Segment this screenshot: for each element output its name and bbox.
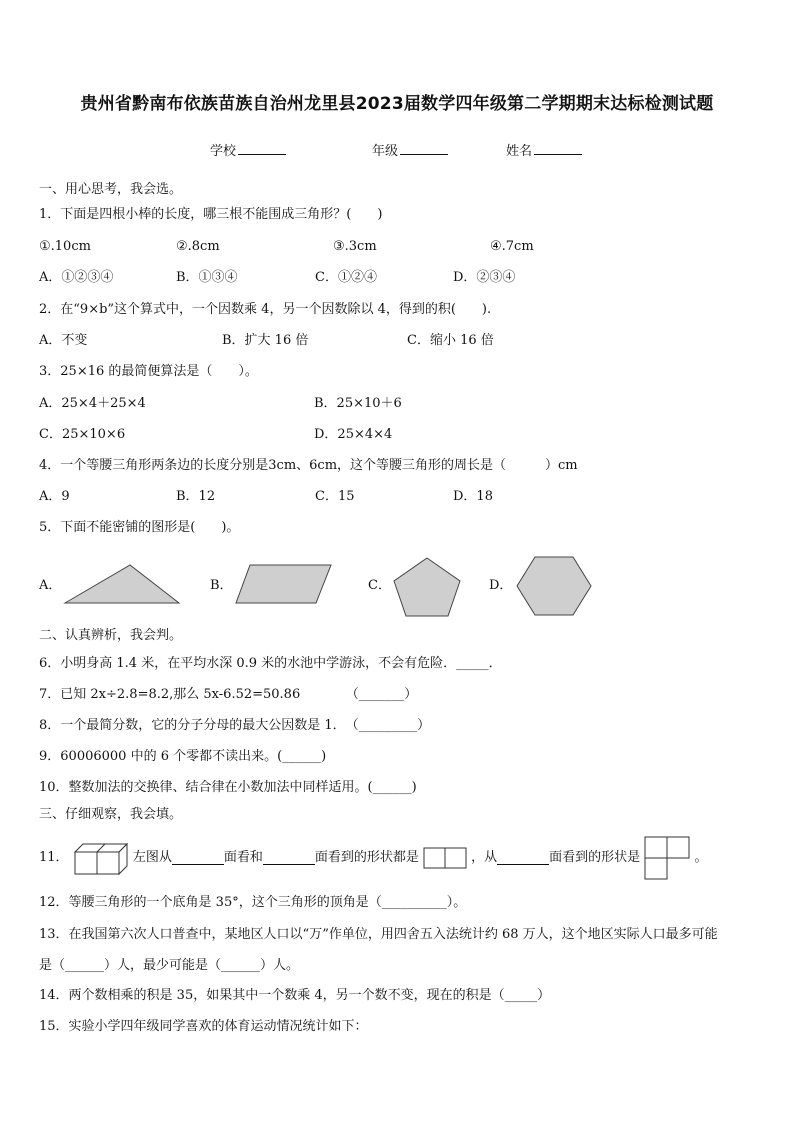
page-title: 贵州省黔南布依族苗族自治州龙里县2023届数学四年级第二学期期末达标检测试题 — [80, 94, 714, 114]
question-11 — [39, 836, 707, 880]
question-13-line-1: 13．在我国第六次人口普查中，某地区人口以“万”作单位，用四舍五入法统计约 68 万人，这个地区实际人口最多可能 — [39, 927, 718, 942]
question-6: 6．小明身高 1.4 米，在平均水深 0.9 米的水池中学游泳，不会有危险．_____． — [39, 656, 502, 671]
cube-solid-icon — [73, 840, 129, 876]
q1-option-a[interactable]: A．①②③④ — [39, 270, 114, 285]
two-squares-view-icon — [423, 846, 467, 870]
school-blank[interactable] — [238, 141, 286, 155]
question-13-line-2: 是（______）人，最少可能是（______）人。 — [39, 958, 300, 973]
question-1: 1．下面是四根小棒的长度，哪三根不能围成三角形？( ) — [39, 207, 383, 222]
grade-blank[interactable] — [400, 141, 448, 155]
q11-text-4: ，从 — [471, 850, 498, 865]
l-shape-view-icon — [644, 836, 690, 880]
stick-4: ④.7cm — [490, 239, 534, 254]
stick-3: ③.3cm — [333, 239, 377, 254]
hexagon-shape — [515, 555, 593, 617]
question-10: 10．整数加法的交换律、结合律在小数加法中同样适用。(______) — [39, 780, 417, 795]
section-heading-2: 二、认真辨析，我会判。 — [39, 628, 183, 643]
q1-option-d[interactable]: D．②③④ — [453, 270, 516, 285]
stick-1: ①.10cm — [39, 239, 91, 254]
q5-option-b[interactable]: B． — [210, 578, 233, 593]
pentagon-shape — [391, 555, 463, 619]
parallelogram-shape — [234, 562, 334, 607]
q2-option-a[interactable]: A．不变 — [39, 333, 88, 348]
school-label: 学校 — [210, 144, 237, 159]
name-label: 姓名 — [506, 144, 533, 159]
q11-end: 。 — [694, 850, 708, 865]
q3-option-a[interactable]: A．25×4＋25×4 — [39, 396, 146, 411]
name-field — [506, 140, 582, 159]
q2-option-b[interactable]: B．扩大 16 倍 — [222, 333, 309, 348]
q3-option-c[interactable]: C．25×10×6 — [39, 427, 126, 442]
section-heading-3: 三、仔细观察，我会填。 — [39, 807, 183, 822]
q11-number: 11． — [39, 850, 69, 865]
question-8: 8．一个最简分数，它的分子分母的最大公因数是 1． （_________） — [39, 718, 431, 733]
q4-option-d[interactable]: D．18 — [453, 489, 493, 504]
question-5: 5．下面不能密铺的图形是( )。 — [39, 520, 240, 535]
school-field — [210, 140, 286, 159]
section-heading-1: 一、用心思考，我会选。 — [39, 182, 183, 197]
q11-blank-1[interactable] — [172, 852, 224, 865]
q3-option-d[interactable]: D．25×4×4 — [314, 427, 393, 442]
q11-blank-3[interactable] — [497, 852, 549, 865]
q4-option-a[interactable]: A．9 — [39, 489, 70, 504]
q4-option-b[interactable]: B．12 — [176, 489, 216, 504]
question-4: 4．一个等腰三角形两条边的长度分别是3cm、6cm，这个等腰三角形的周长是（ ）cm — [39, 458, 578, 473]
q11-text-3: 面看到的形状都是 — [314, 850, 419, 865]
grade-field — [372, 140, 448, 159]
q11-text-2: 面看和 — [223, 850, 263, 865]
q11-blank-2[interactable] — [263, 852, 315, 865]
question-7: 7．已知 2x÷2.8=8.2,那么 5x-6.52=50.86 （_______） — [39, 687, 418, 702]
q5-option-d[interactable]: D． — [489, 578, 513, 593]
q11-text-1: 左图从 — [132, 850, 172, 865]
name-blank[interactable] — [534, 141, 582, 155]
question-2: 2．在“9×b”这个算式中，一个因数乘 4，另一个因数除以 4，得到的积( ). — [39, 302, 492, 317]
stick-2: ②.8cm — [176, 239, 220, 254]
q3-option-b[interactable]: B．25×10＋6 — [314, 396, 402, 411]
q4-option-c[interactable]: C．15 — [315, 489, 355, 504]
q11-text-5: 面看到的形状是 — [549, 850, 641, 865]
q1-option-b[interactable]: B．①③④ — [176, 270, 238, 285]
q1-option-c[interactable]: C．①②④ — [315, 270, 377, 285]
question-3: 3．25×16 的最简便算法是（ ）。 — [39, 364, 258, 379]
q5-option-c[interactable]: C． — [368, 578, 391, 593]
question-9: 9．60006000 中的 6 个零都不读出来。(______) — [39, 749, 327, 764]
question-15: 15．实验小学四年级同学喜欢的体育运动情况统计如下： — [39, 1019, 368, 1034]
q5-option-a[interactable]: A． — [39, 578, 62, 593]
q2-option-c[interactable]: C．缩小 16 倍 — [407, 333, 494, 348]
triangle-shape — [62, 562, 182, 607]
question-12: 12．等腰三角形的一个底角是 35°，这个三角形的顶角是（__________）。 — [39, 895, 467, 910]
question-14: 14．两个数相乘的积是 35，如果其中一个数乘 4，另一个数不变，现在的积是（_____） — [39, 988, 551, 1003]
grade-label: 年级 — [372, 144, 399, 159]
